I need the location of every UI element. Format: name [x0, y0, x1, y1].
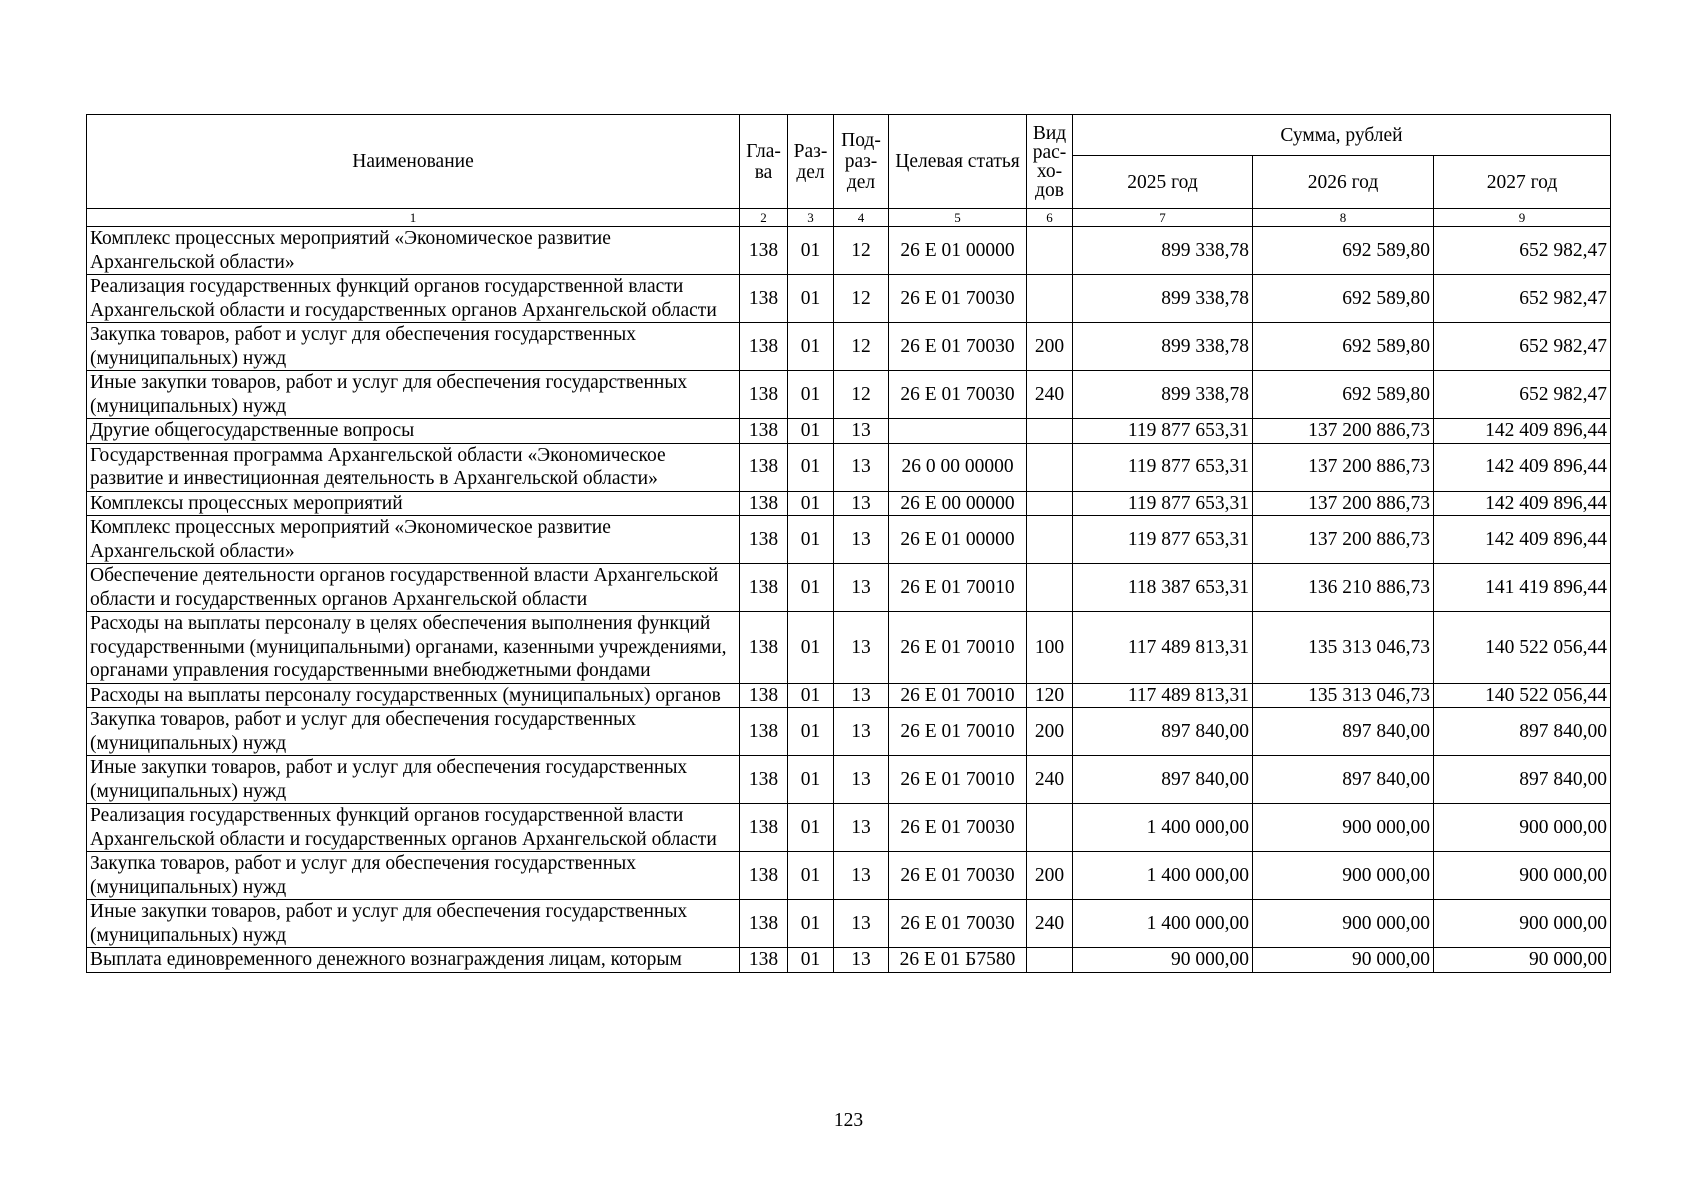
cell-amount-2026: 897 840,00 — [1253, 756, 1434, 804]
cell-amount-2025: 117 489 813,31 — [1073, 612, 1253, 684]
cell-glava: 138 — [740, 804, 788, 852]
cell-amount-2026: 692 589,80 — [1253, 371, 1434, 419]
cell-tselevaya-statya: 26 Е 01 00000 — [889, 227, 1027, 275]
cell-razdel: 01 — [788, 804, 834, 852]
cell-amount-2027: 140 522 056,44 — [1434, 612, 1611, 684]
table-row — [87, 564, 1611, 612]
cell-tselevaya-statya: 26 Е 00 00000 — [889, 491, 1027, 516]
cell-glava: 138 — [740, 516, 788, 564]
cell-tselevaya-statya: 26 Е 01 Б7580 — [889, 948, 1027, 973]
table-row — [87, 323, 1611, 371]
cell-amount-2025: 897 840,00 — [1073, 708, 1253, 756]
header-year-2025: 2025 год — [1073, 156, 1253, 209]
cell-tselevaya-statya: 26 0 00 00000 — [889, 443, 1027, 491]
table-row — [87, 612, 1611, 684]
cell-tselevaya-statya: 26 Е 01 70010 — [889, 612, 1027, 684]
cell-amount-2026: 137 200 886,73 — [1253, 443, 1434, 491]
column-number: 5 — [889, 209, 1027, 227]
cell-amount-2025: 119 877 653,31 — [1073, 491, 1253, 516]
cell-amount-2025: 1 400 000,00 — [1073, 852, 1253, 900]
cell-amount-2026: 135 313 046,73 — [1253, 612, 1434, 684]
cell-vid-raskhodov: 200 — [1027, 323, 1073, 371]
column-number: 8 — [1253, 209, 1434, 227]
cell-razdel: 01 — [788, 419, 834, 444]
table-row — [87, 443, 1611, 491]
cell-amount-2025: 90 000,00 — [1073, 948, 1253, 973]
cell-vid-raskhodov — [1027, 275, 1073, 323]
cell-amount-2027: 900 000,00 — [1434, 852, 1611, 900]
header-glava: Гла-ва — [740, 115, 788, 209]
cell-amount-2027: 900 000,00 — [1434, 900, 1611, 948]
cell-amount-2027: 652 982,47 — [1434, 371, 1611, 419]
cell-tselevaya-statya: 26 Е 01 70010 — [889, 708, 1027, 756]
cell-podrazdel: 12 — [834, 323, 889, 371]
cell-name: Реализация государственных функций органов государственной власти Архангельской области и государственных органов Архангельской области — [87, 275, 740, 323]
cell-amount-2027: 652 982,47 — [1434, 323, 1611, 371]
cell-name: Обеспечение деятельности органов государственной власти Архангельской области и государственных органов Архангельской области — [87, 564, 740, 612]
cell-glava: 138 — [740, 852, 788, 900]
cell-tselevaya-statya — [889, 419, 1027, 444]
cell-vid-raskhodov — [1027, 516, 1073, 564]
column-number: 4 — [834, 209, 889, 227]
table-row — [87, 419, 1611, 444]
table-row — [87, 948, 1611, 973]
cell-amount-2025: 119 877 653,31 — [1073, 419, 1253, 444]
cell-amount-2026: 692 589,80 — [1253, 227, 1434, 275]
cell-razdel: 01 — [788, 371, 834, 419]
cell-name: Иные закупки товаров, работ и услуг для обеспечения государственных (муниципальных) нужд — [87, 900, 740, 948]
table-row — [87, 275, 1611, 323]
cell-name: Выплата единовременного денежного вознаграждения лицам, которым — [87, 948, 740, 973]
cell-razdel: 01 — [788, 612, 834, 684]
cell-glava: 138 — [740, 564, 788, 612]
cell-amount-2027: 90 000,00 — [1434, 948, 1611, 973]
cell-glava: 138 — [740, 419, 788, 444]
cell-amount-2025: 117 489 813,31 — [1073, 683, 1253, 708]
cell-tselevaya-statya: 26 Е 01 70010 — [889, 756, 1027, 804]
cell-amount-2026: 135 313 046,73 — [1253, 683, 1434, 708]
cell-amount-2025: 119 877 653,31 — [1073, 516, 1253, 564]
cell-amount-2025: 899 338,78 — [1073, 275, 1253, 323]
cell-razdel: 01 — [788, 491, 834, 516]
cell-tselevaya-statya: 26 Е 01 70030 — [889, 852, 1027, 900]
cell-amount-2025: 897 840,00 — [1073, 756, 1253, 804]
cell-name: Расходы на выплаты персоналу государственных (муниципальных) органов — [87, 683, 740, 708]
cell-razdel: 01 — [788, 323, 834, 371]
cell-glava: 138 — [740, 275, 788, 323]
cell-tselevaya-statya: 26 Е 01 70010 — [889, 683, 1027, 708]
table-row — [87, 804, 1611, 852]
cell-razdel: 01 — [788, 683, 834, 708]
cell-amount-2025: 119 877 653,31 — [1073, 443, 1253, 491]
cell-amount-2027: 652 982,47 — [1434, 227, 1611, 275]
cell-tselevaya-statya: 26 Е 01 70010 — [889, 564, 1027, 612]
table-row — [87, 516, 1611, 564]
cell-vid-raskhodov: 200 — [1027, 708, 1073, 756]
cell-name: Закупка товаров, работ и услуг для обеспечения государственных (муниципальных) нужд — [87, 323, 740, 371]
cell-razdel: 01 — [788, 948, 834, 973]
cell-glava: 138 — [740, 371, 788, 419]
column-number: 6 — [1027, 209, 1073, 227]
cell-amount-2027: 141 419 896,44 — [1434, 564, 1611, 612]
cell-amount-2027: 140 522 056,44 — [1434, 683, 1611, 708]
cell-razdel: 01 — [788, 708, 834, 756]
cell-amount-2026: 692 589,80 — [1253, 275, 1434, 323]
header-name: Наименование — [87, 115, 740, 209]
cell-vid-raskhodov — [1027, 804, 1073, 852]
cell-name: Реализация государственных функций органов государственной власти Архангельской области и государственных органов Архангельской области — [87, 804, 740, 852]
cell-vid-raskhodov: 240 — [1027, 900, 1073, 948]
column-number: 2 — [740, 209, 788, 227]
cell-vid-raskhodov: 100 — [1027, 612, 1073, 684]
header-razdel: Раз-дел — [788, 115, 834, 209]
cell-name: Закупка товаров, работ и услуг для обеспечения государственных (муниципальных) нужд — [87, 708, 740, 756]
cell-podrazdel: 13 — [834, 852, 889, 900]
cell-vid-raskhodov — [1027, 419, 1073, 444]
cell-vid-raskhodov: 200 — [1027, 852, 1073, 900]
cell-vid-raskhodov: 240 — [1027, 371, 1073, 419]
cell-amount-2025: 899 338,78 — [1073, 227, 1253, 275]
cell-podrazdel: 13 — [834, 756, 889, 804]
cell-name: Иные закупки товаров, работ и услуг для обеспечения государственных (муниципальных) нужд — [87, 371, 740, 419]
cell-podrazdel: 12 — [834, 371, 889, 419]
header-tselevaya-statya: Целевая статья — [889, 115, 1027, 209]
cell-podrazdel: 13 — [834, 708, 889, 756]
cell-podrazdel: 13 — [834, 443, 889, 491]
header-vid-raskhodov: Вид рас-хо-дов — [1027, 115, 1073, 209]
cell-glava: 138 — [740, 612, 788, 684]
cell-amount-2026: 137 200 886,73 — [1253, 491, 1434, 516]
cell-vid-raskhodov: 120 — [1027, 683, 1073, 708]
table-row — [87, 756, 1611, 804]
cell-amount-2025: 899 338,78 — [1073, 323, 1253, 371]
cell-amount-2027: 142 409 896,44 — [1434, 419, 1611, 444]
cell-tselevaya-statya: 26 Е 01 70030 — [889, 371, 1027, 419]
column-number: 9 — [1434, 209, 1611, 227]
cell-name: Расходы на выплаты персоналу в целях обеспечения выполнения функций государственными (муниципальными) органами, казенными учреждениями, органами управления государственными внебюджетными фондами — [87, 612, 740, 684]
cell-razdel: 01 — [788, 227, 834, 275]
cell-vid-raskhodov — [1027, 564, 1073, 612]
cell-amount-2026: 897 840,00 — [1253, 708, 1434, 756]
cell-amount-2026: 136 210 886,73 — [1253, 564, 1434, 612]
cell-name: Другие общегосударственные вопросы — [87, 419, 740, 444]
cell-razdel: 01 — [788, 900, 834, 948]
cell-name: Иные закупки товаров, работ и услуг для обеспечения государственных (муниципальных) нужд — [87, 756, 740, 804]
cell-amount-2026: 900 000,00 — [1253, 852, 1434, 900]
cell-podrazdel: 13 — [834, 900, 889, 948]
cell-razdel: 01 — [788, 516, 834, 564]
cell-podrazdel: 13 — [834, 612, 889, 684]
cell-amount-2026: 692 589,80 — [1253, 323, 1434, 371]
cell-podrazdel: 13 — [834, 683, 889, 708]
page-number: 123 — [833, 1110, 864, 1131]
cell-tselevaya-statya: 26 Е 01 00000 — [889, 516, 1027, 564]
cell-podrazdel: 12 — [834, 275, 889, 323]
column-number: 7 — [1073, 209, 1253, 227]
cell-amount-2026: 900 000,00 — [1253, 900, 1434, 948]
table-row — [87, 708, 1611, 756]
cell-vid-raskhodov — [1027, 227, 1073, 275]
cell-podrazdel: 13 — [834, 491, 889, 516]
cell-name: Государственная программа Архангельской области «Экономическое развитие и инвестиционная деятельность в Архангельской области» — [87, 443, 740, 491]
cell-glava: 138 — [740, 948, 788, 973]
table-row — [87, 852, 1611, 900]
cell-podrazdel: 13 — [834, 804, 889, 852]
cell-razdel: 01 — [788, 275, 834, 323]
cell-name: Закупка товаров, работ и услуг для обеспечения государственных (муниципальных) нужд — [87, 852, 740, 900]
cell-glava: 138 — [740, 323, 788, 371]
cell-razdel: 01 — [788, 443, 834, 491]
header-year-2027: 2027 год — [1434, 156, 1611, 209]
cell-amount-2027: 652 982,47 — [1434, 275, 1611, 323]
cell-name: Комплекс процессных мероприятий «Экономическое развитие Архангельской области» — [87, 516, 740, 564]
table-row — [87, 683, 1611, 708]
cell-vid-raskhodov — [1027, 491, 1073, 516]
cell-vid-raskhodov — [1027, 443, 1073, 491]
table-row — [87, 227, 1611, 275]
header-summa: Сумма, рублей — [1073, 115, 1611, 156]
cell-podrazdel: 13 — [834, 564, 889, 612]
cell-razdel: 01 — [788, 756, 834, 804]
table-row — [87, 900, 1611, 948]
cell-amount-2026: 137 200 886,73 — [1253, 516, 1434, 564]
cell-amount-2027: 900 000,00 — [1434, 804, 1611, 852]
cell-amount-2026: 90 000,00 — [1253, 948, 1434, 973]
cell-amount-2027: 897 840,00 — [1434, 756, 1611, 804]
cell-glava: 138 — [740, 227, 788, 275]
header-year-2026: 2026 год — [1253, 156, 1434, 209]
header-podrazdel: Под-раз-дел — [834, 115, 889, 209]
cell-amount-2026: 137 200 886,73 — [1253, 419, 1434, 444]
cell-glava: 138 — [740, 443, 788, 491]
column-number: 1 — [87, 209, 740, 227]
cell-glava: 138 — [740, 491, 788, 516]
cell-vid-raskhodov: 240 — [1027, 756, 1073, 804]
cell-vid-raskhodov — [1027, 948, 1073, 973]
cell-glava: 138 — [740, 683, 788, 708]
cell-amount-2026: 900 000,00 — [1253, 804, 1434, 852]
table-row — [87, 491, 1611, 516]
cell-glava: 138 — [740, 900, 788, 948]
cell-glava: 138 — [740, 708, 788, 756]
cell-name: Комплекс процессных мероприятий «Экономическое развитие Архангельской области» — [87, 227, 740, 275]
cell-razdel: 01 — [788, 852, 834, 900]
cell-amount-2025: 899 338,78 — [1073, 371, 1253, 419]
cell-tselevaya-statya: 26 Е 01 70030 — [889, 323, 1027, 371]
cell-tselevaya-statya: 26 Е 01 70030 — [889, 900, 1027, 948]
cell-razdel: 01 — [788, 564, 834, 612]
cell-name: Комплексы процессных мероприятий — [87, 491, 740, 516]
cell-podrazdel: 13 — [834, 516, 889, 564]
cell-podrazdel: 12 — [834, 227, 889, 275]
cell-amount-2025: 118 387 653,31 — [1073, 564, 1253, 612]
cell-amount-2025: 1 400 000,00 — [1073, 900, 1253, 948]
cell-amount-2027: 897 840,00 — [1434, 708, 1611, 756]
cell-podrazdel: 13 — [834, 948, 889, 973]
cell-amount-2027: 142 409 896,44 — [1434, 516, 1611, 564]
column-number-row — [87, 209, 1611, 227]
table-row — [87, 371, 1611, 419]
cell-podrazdel: 13 — [834, 419, 889, 444]
cell-amount-2025: 1 400 000,00 — [1073, 804, 1253, 852]
cell-glava: 138 — [740, 756, 788, 804]
column-number: 3 — [788, 209, 834, 227]
budget-table — [86, 114, 1611, 973]
table-body — [87, 227, 1611, 973]
cell-amount-2027: 142 409 896,44 — [1434, 491, 1611, 516]
cell-tselevaya-statya: 26 Е 01 70030 — [889, 275, 1027, 323]
cell-amount-2027: 142 409 896,44 — [1434, 443, 1611, 491]
cell-tselevaya-statya: 26 Е 01 70030 — [889, 804, 1027, 852]
